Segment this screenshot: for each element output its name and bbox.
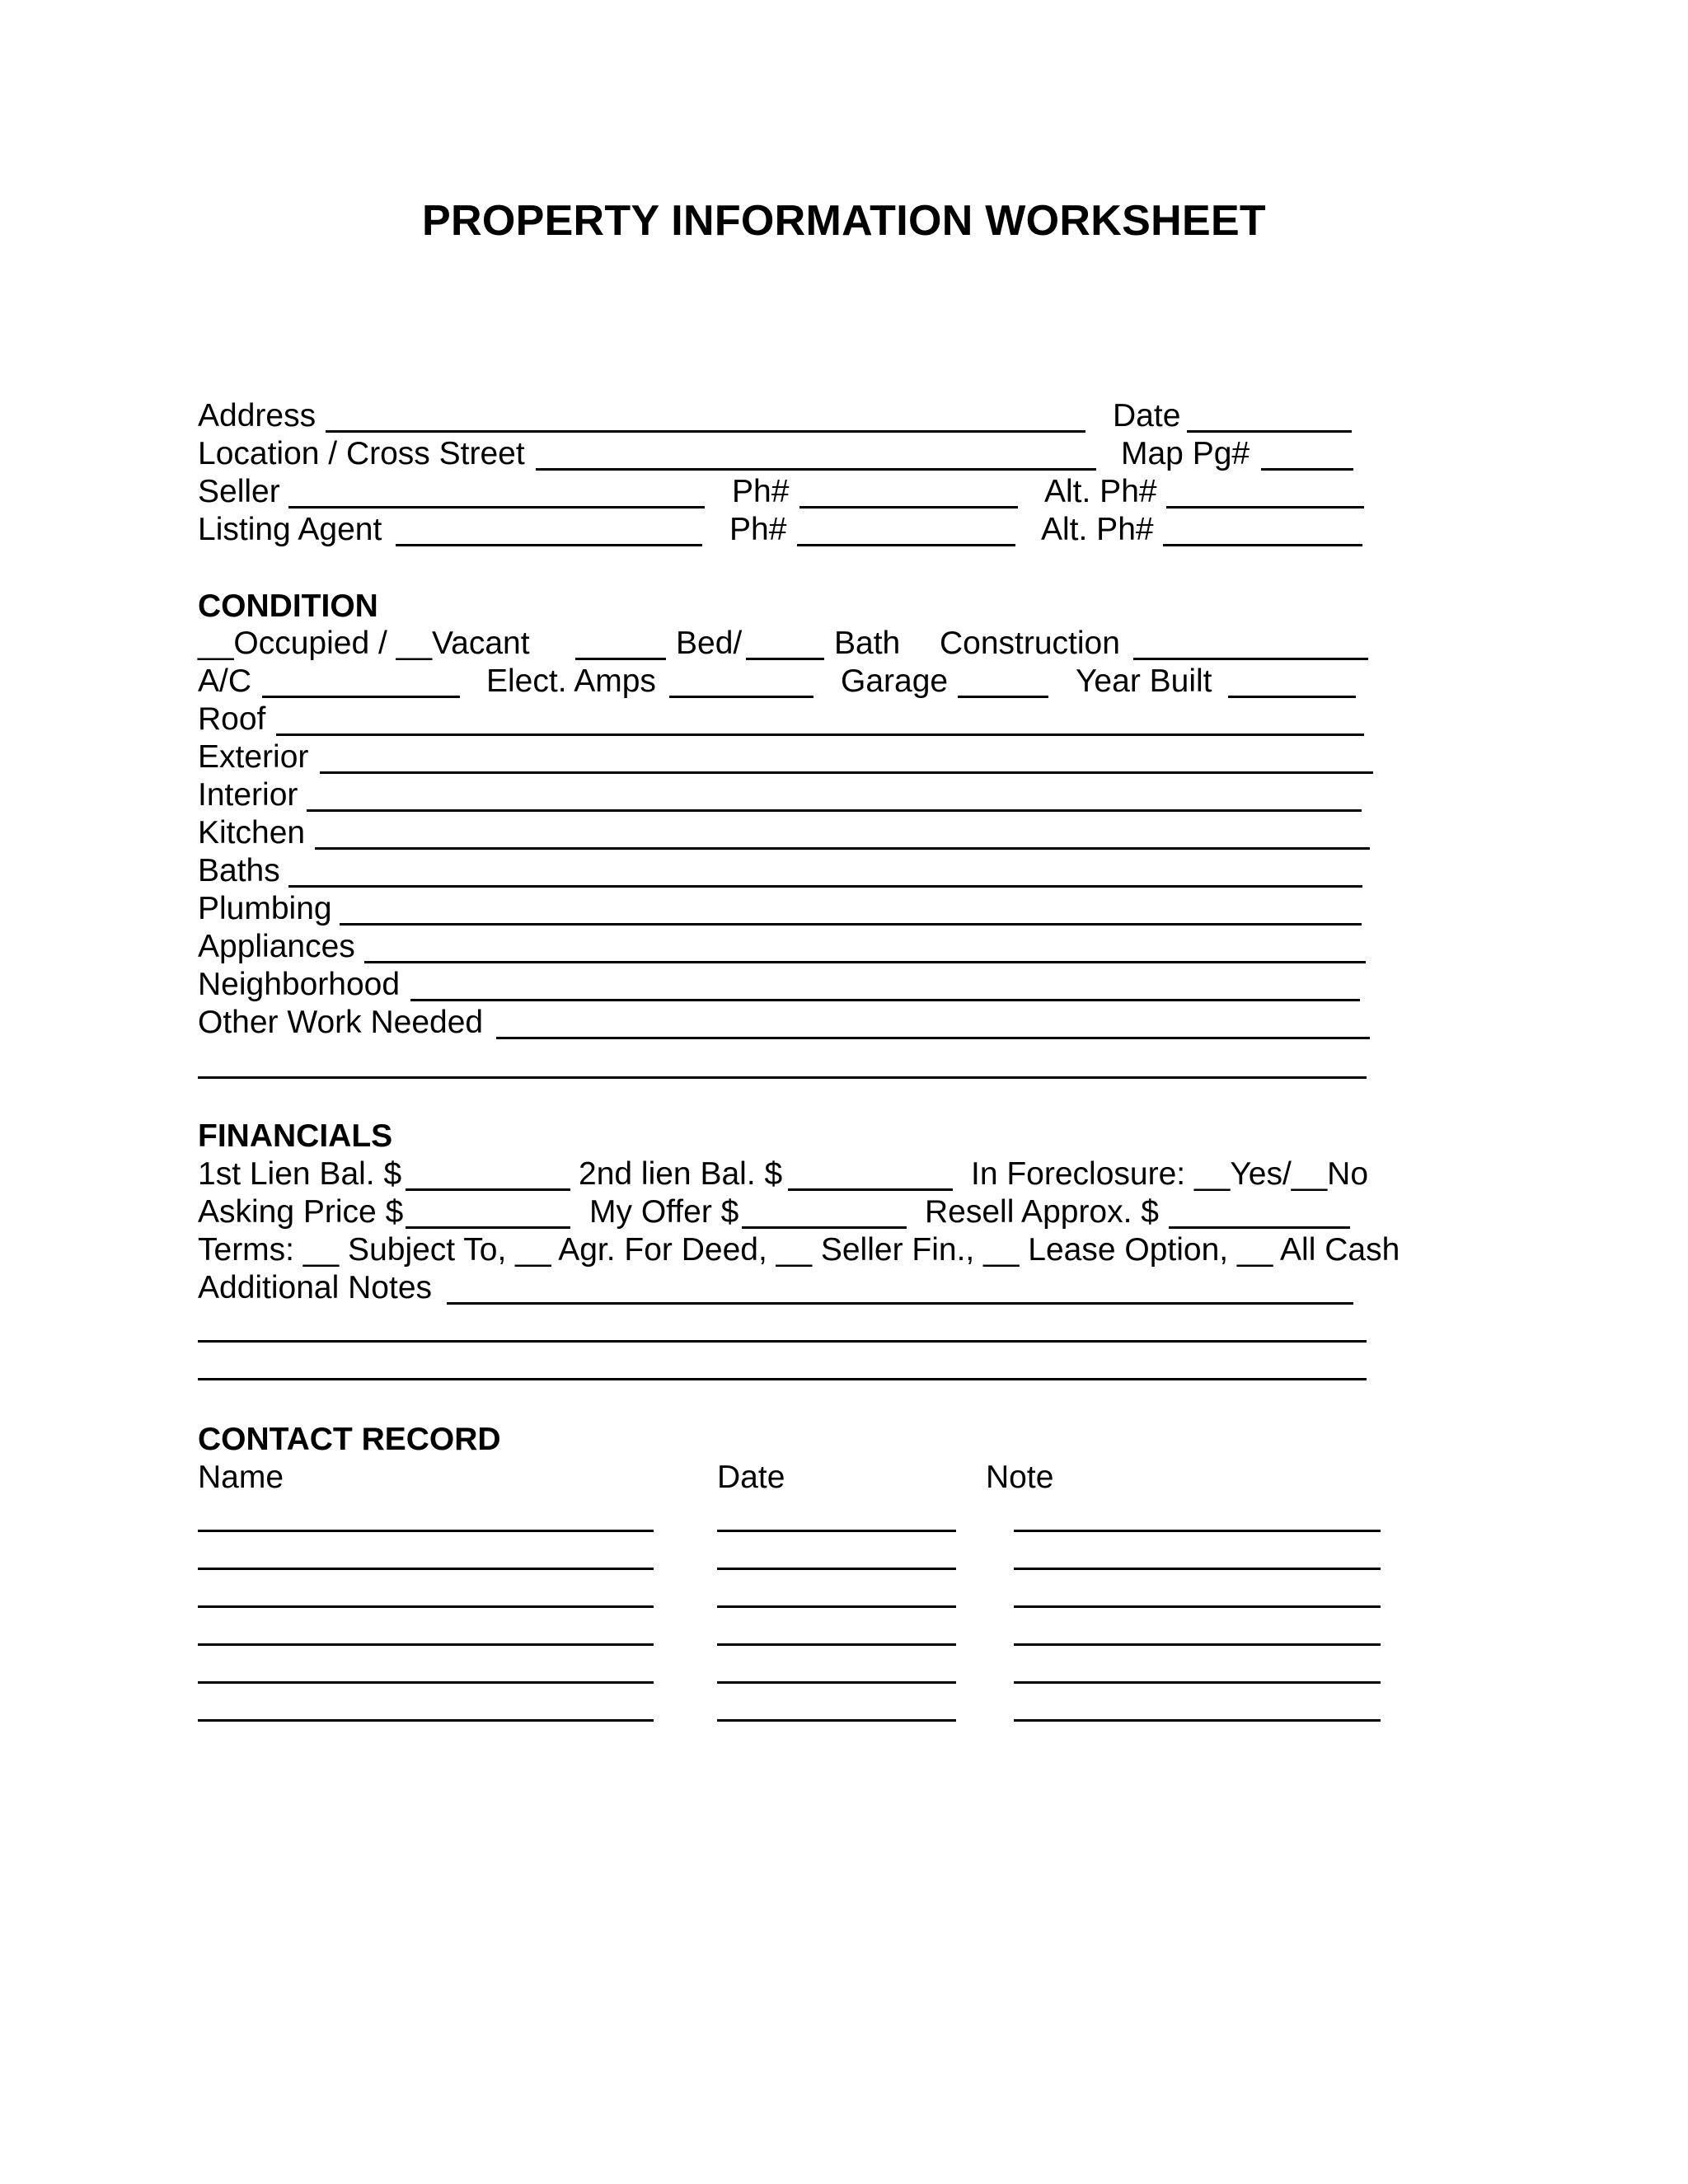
neighborhood-field[interactable] xyxy=(410,999,1360,1001)
page-title: PROPERTY INFORMATION WORKSHEET xyxy=(422,197,1266,245)
agent-ph-field[interactable] xyxy=(797,544,1015,546)
contact-note-field-3[interactable] xyxy=(1014,1605,1381,1608)
listing-agent-field[interactable] xyxy=(396,544,702,546)
roof-label: Roof xyxy=(198,701,266,737)
other-work-label: Other Work Needed xyxy=(198,1005,484,1040)
seller-ph-field[interactable] xyxy=(799,506,1018,509)
garage-field[interactable] xyxy=(958,696,1048,698)
construction-field[interactable] xyxy=(1133,658,1368,660)
kitchen-label: Kitchen xyxy=(198,815,306,851)
other-work-field[interactable] xyxy=(496,1037,1370,1039)
foreclosure-label[interactable]: In Foreclosure: __Yes/__No xyxy=(971,1156,1369,1192)
asking-price-label: Asking Price $ xyxy=(198,1194,404,1230)
kitchen-field[interactable] xyxy=(315,847,1370,850)
occupied-vacant-label[interactable]: __Occupied / __Vacant xyxy=(198,626,530,661)
seller-ph-label: Ph# xyxy=(732,474,790,509)
location-label: Location / Cross Street xyxy=(198,436,525,471)
address-field[interactable] xyxy=(326,430,1085,433)
contact-name-field-5[interactable] xyxy=(198,1681,654,1684)
contact-date-field-2[interactable] xyxy=(717,1568,956,1570)
contact-date-field-6[interactable] xyxy=(717,1719,956,1722)
condition-heading: CONDITION xyxy=(198,588,378,624)
neighborhood-label: Neighborhood xyxy=(198,967,401,1002)
bed-label: Bed/ xyxy=(676,626,743,661)
resell-label: Resell Approx. $ xyxy=(925,1194,1159,1230)
other-work-extra-line[interactable] xyxy=(198,1076,1367,1079)
listing-agent-label: Listing Agent xyxy=(198,512,382,547)
contact-name-field-3[interactable] xyxy=(198,1605,654,1608)
ac-label: A/C xyxy=(198,663,252,699)
my-offer-label: My Offer $ xyxy=(589,1194,739,1230)
my-offer-field[interactable] xyxy=(742,1226,907,1229)
plumbing-label: Plumbing xyxy=(198,891,332,926)
agent-ph-label: Ph# xyxy=(729,512,787,547)
date-label: Date xyxy=(1113,398,1181,434)
interior-label: Interior xyxy=(198,777,298,813)
lien1-label: 1st Lien Bal. $ xyxy=(198,1156,402,1192)
resell-field[interactable] xyxy=(1169,1226,1350,1229)
map-pg-field[interactable] xyxy=(1261,468,1353,471)
plumbing-field[interactable] xyxy=(340,923,1362,926)
roof-field[interactable] xyxy=(276,733,1364,736)
financials-heading: FINANCIALS xyxy=(198,1118,393,1154)
contact-name-field-4[interactable] xyxy=(198,1643,654,1646)
seller-field[interactable] xyxy=(288,506,705,509)
lien2-field[interactable] xyxy=(788,1188,953,1191)
notes-extra-line-2[interactable] xyxy=(198,1378,1367,1380)
contact-name-field-2[interactable] xyxy=(198,1568,654,1570)
baths-field[interactable] xyxy=(288,885,1362,888)
seller-alt-ph-label: Alt. Ph# xyxy=(1044,474,1157,509)
contact-col-note: Note xyxy=(986,1460,1054,1495)
contact-note-field-1[interactable] xyxy=(1014,1530,1381,1532)
year-built-label: Year Built xyxy=(1076,663,1212,699)
bath-label: Bath xyxy=(834,626,901,661)
contact-col-name: Name xyxy=(198,1460,284,1495)
exterior-label: Exterior xyxy=(198,739,309,775)
contact-col-date: Date xyxy=(717,1460,785,1495)
bath-field[interactable] xyxy=(746,658,824,660)
baths-label: Baths xyxy=(198,853,280,888)
amps-label: Elect. Amps xyxy=(486,663,656,699)
contact-name-field-1[interactable] xyxy=(198,1530,654,1532)
agent-alt-ph-label: Alt. Ph# xyxy=(1041,512,1154,547)
terms-label[interactable]: Terms: __ Subject To, __ Agr. For Deed, __ Seller Fin., __ Lease Option, __ All Cash xyxy=(198,1232,1400,1268)
amps-field[interactable] xyxy=(669,696,814,698)
year-built-field[interactable] xyxy=(1228,696,1356,698)
agent-alt-ph-field[interactable] xyxy=(1163,544,1362,546)
exterior-field[interactable] xyxy=(320,771,1373,774)
ac-field[interactable] xyxy=(262,696,460,698)
seller-alt-ph-field[interactable] xyxy=(1166,506,1364,509)
address-label: Address xyxy=(198,398,316,434)
contact-name-field-6[interactable] xyxy=(198,1719,654,1722)
contact-note-field-4[interactable] xyxy=(1014,1643,1381,1646)
seller-label: Seller xyxy=(198,474,280,509)
appliances-field[interactable] xyxy=(364,961,1366,963)
contact-date-field-4[interactable] xyxy=(717,1643,956,1646)
additional-notes-field[interactable] xyxy=(447,1302,1353,1305)
contact-note-field-5[interactable] xyxy=(1014,1681,1381,1684)
location-field[interactable] xyxy=(536,468,1096,471)
interior-field[interactable] xyxy=(307,809,1362,812)
garage-label: Garage xyxy=(841,663,949,699)
appliances-label: Appliances xyxy=(198,929,355,964)
construction-label: Construction xyxy=(940,626,1120,661)
additional-notes-label: Additional Notes xyxy=(198,1270,433,1305)
contact-date-field-5[interactable] xyxy=(717,1681,956,1684)
contact-heading: CONTACT RECORD xyxy=(198,1422,501,1457)
date-field[interactable] xyxy=(1187,430,1352,433)
bed-field[interactable] xyxy=(575,658,666,660)
map-pg-label: Map Pg# xyxy=(1121,436,1250,471)
contact-note-field-6[interactable] xyxy=(1014,1719,1381,1722)
contact-date-field-1[interactable] xyxy=(717,1530,956,1532)
lien2-label: 2nd lien Bal. $ xyxy=(579,1156,783,1192)
asking-price-field[interactable] xyxy=(406,1226,570,1229)
notes-extra-line-1[interactable] xyxy=(198,1340,1367,1343)
lien1-field[interactable] xyxy=(406,1188,570,1191)
contact-date-field-3[interactable] xyxy=(717,1605,956,1608)
contact-note-field-2[interactable] xyxy=(1014,1568,1381,1570)
